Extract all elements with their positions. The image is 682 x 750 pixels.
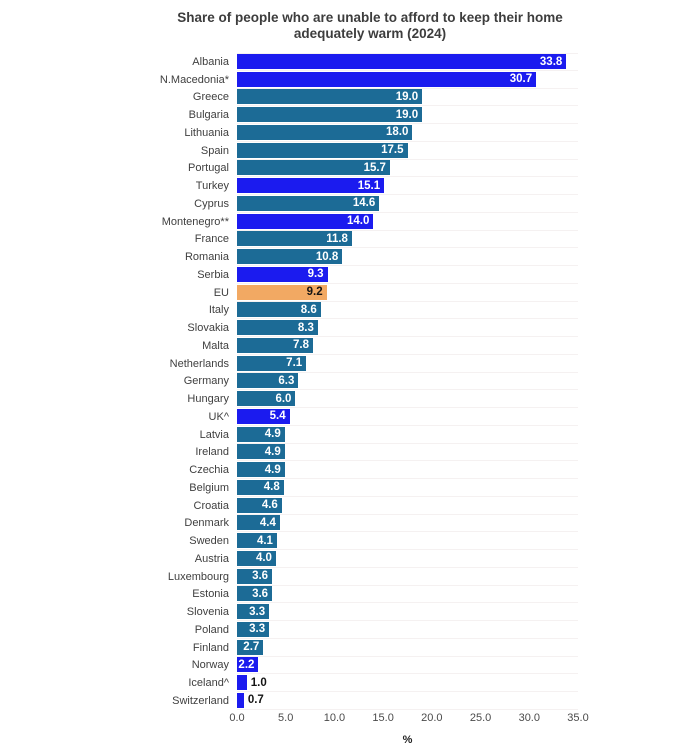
bar-value: 14.0: [347, 215, 370, 228]
plot-area: [237, 177, 578, 195]
country-label: Belgium: [189, 481, 229, 494]
bar: [237, 285, 327, 300]
bar-row: [0, 231, 578, 249]
bar: [237, 409, 290, 424]
bar-value: 18.0: [385, 126, 409, 139]
bar-value: 0.7: [247, 694, 264, 707]
country-label: UK^: [208, 410, 229, 423]
plot-area: [237, 657, 578, 675]
bar-row: [0, 497, 578, 515]
plot-area: [237, 319, 578, 337]
bar-value: 15.1: [357, 179, 381, 192]
bar-row: [0, 195, 578, 213]
x-axis-tick: 20.0: [421, 712, 443, 724]
bar-value: 4.0: [255, 552, 272, 565]
bar: [237, 338, 313, 353]
bar-row: [0, 177, 578, 195]
plot-area: [237, 89, 578, 107]
country-label: Switzerland: [172, 694, 229, 707]
plot-area: [237, 408, 578, 426]
bar-value: 2.7: [243, 641, 260, 654]
bar-row: [0, 586, 578, 604]
bar-row: [0, 124, 578, 142]
country-label: Austria: [194, 552, 229, 565]
bar-row: [0, 53, 578, 71]
bar-row: [0, 213, 578, 231]
country-label: Norway: [191, 659, 229, 672]
bar-row: [0, 550, 578, 568]
bar-row: [0, 515, 578, 533]
x-axis-tick: 30.0: [518, 712, 540, 724]
bar-value: 19.0: [395, 108, 419, 121]
bar: [237, 89, 422, 104]
bar-row: [0, 284, 578, 302]
plot-area: [237, 426, 578, 444]
bar-row: [0, 479, 578, 497]
bar: [237, 196, 379, 211]
country-label: Lithuania: [184, 126, 229, 139]
country-label: Sweden: [189, 535, 229, 548]
plot-area: [237, 568, 578, 586]
plot-area: [237, 302, 578, 320]
bar-value: 4.1: [256, 534, 273, 547]
plot-area: [237, 461, 578, 479]
plot-area: [237, 284, 578, 302]
bar: [237, 640, 263, 655]
plot-area: [237, 106, 578, 124]
bar-value: 8.6: [300, 303, 317, 316]
country-label: Turkey: [195, 180, 229, 193]
country-label: Slovenia: [186, 606, 229, 619]
bar-value: 7.8: [292, 339, 309, 352]
bar: [237, 267, 328, 282]
bar: [237, 54, 566, 69]
country-label: Albania: [192, 55, 229, 68]
plot-area: [237, 160, 578, 178]
country-label: Croatia: [193, 499, 229, 512]
country-label: Malta: [202, 339, 229, 352]
bar-row: [0, 106, 578, 124]
bar-value: 14.6: [352, 197, 376, 210]
bar-row: [0, 657, 578, 675]
plot-area: [237, 248, 578, 266]
bar-value: 3.3: [249, 605, 266, 618]
plot-area: [237, 373, 578, 391]
bar: [237, 480, 284, 495]
plot-area: [237, 639, 578, 657]
plot-area: [237, 231, 578, 249]
bar: [237, 586, 272, 601]
bar: [237, 551, 276, 566]
country-label: Slovakia: [187, 322, 229, 335]
bar-value: 19.0: [395, 90, 419, 103]
x-axis-tick: 25.0: [469, 712, 492, 724]
bar-value: 2.2: [238, 658, 255, 671]
plot-area: [237, 497, 578, 515]
bar-value: 4.4: [259, 516, 276, 529]
country-label: Serbia: [197, 268, 229, 281]
plot-area: [237, 266, 578, 284]
bar: [237, 391, 295, 406]
bar: [237, 622, 269, 637]
plot-area: [237, 515, 578, 533]
bar: [237, 231, 352, 246]
bar: [237, 72, 536, 87]
bar-row: [0, 532, 578, 550]
plot-area: [237, 532, 578, 550]
bar-row: [0, 89, 578, 107]
bar-row: [0, 337, 578, 355]
bar-row: [0, 390, 578, 408]
bar-value: 3.6: [252, 587, 269, 600]
country-label: Italy: [208, 304, 229, 317]
country-label: Bulgaria: [188, 109, 229, 122]
bar-value: 3.6: [252, 570, 269, 583]
bar-row: [0, 373, 578, 391]
bar-chart-rows: [0, 53, 578, 710]
plot-area: [237, 479, 578, 497]
country-label: Luxembourg: [167, 570, 229, 583]
bar-value: 4.9: [264, 445, 281, 458]
plot-area: [237, 142, 578, 160]
plot-area: [237, 213, 578, 231]
plot-area: [237, 390, 578, 408]
bar-value: 8.3: [297, 321, 314, 334]
x-axis: [229, 712, 589, 726]
country-label: Cyprus: [194, 197, 229, 210]
country-label: EU: [213, 286, 229, 299]
plot-area: [237, 621, 578, 639]
bar-row: [0, 71, 578, 89]
bar-value: 6.0: [275, 392, 292, 405]
country-label: Spain: [200, 144, 229, 157]
bar-row: [0, 160, 578, 178]
country-label: Netherlands: [169, 357, 229, 370]
bar-value: 4.9: [264, 463, 281, 476]
bar: [237, 143, 408, 158]
x-axis-tick: 10.0: [323, 712, 346, 724]
bar-value: 3.3: [249, 623, 266, 636]
country-label: Germany: [183, 375, 229, 388]
country-label: Finland: [192, 641, 229, 654]
bar-value: 4.9: [264, 428, 281, 441]
bar-row: [0, 639, 578, 657]
bar: [237, 657, 258, 672]
bar-value: 30.7: [509, 73, 533, 86]
bar-row: [0, 426, 578, 444]
bar-row: [0, 444, 578, 462]
country-label: Romania: [184, 251, 229, 264]
bar-value: 7.1: [286, 357, 303, 370]
country-label: Latvia: [199, 428, 229, 441]
bar-value: 11.8: [326, 232, 348, 245]
bar-row: [0, 355, 578, 373]
bar-value: 17.5: [381, 144, 404, 157]
chart-title: Share of people who are unable to afford to keep their home adequately warm (2024): [177, 10, 563, 42]
plot-area: [237, 195, 578, 213]
bar-value: 15.7: [363, 161, 386, 174]
bar-row: [0, 461, 578, 479]
bar-value: 1.0: [250, 676, 267, 689]
bar-value: 4.6: [261, 499, 278, 512]
country-label: Portugal: [188, 162, 229, 175]
bar: [237, 178, 384, 193]
bar-value: 9.2: [306, 286, 323, 299]
x-axis-label: %: [402, 734, 413, 746]
plot-area: [237, 71, 578, 89]
bar: [237, 356, 306, 371]
bar-value: 4.8: [263, 481, 280, 494]
country-label: Denmark: [184, 517, 229, 530]
plot-area: [237, 674, 578, 692]
bar: [237, 444, 285, 459]
plot-area: [237, 124, 578, 142]
x-axis-tick: 5.0: [278, 712, 294, 724]
plot-area: [237, 53, 578, 71]
bar: [237, 693, 244, 708]
bar: [237, 249, 342, 264]
x-axis-tick: 35.0: [567, 712, 589, 724]
bar: [237, 515, 280, 530]
bar: [237, 498, 282, 513]
country-label: Iceland^: [188, 677, 229, 690]
country-label: Czechia: [189, 464, 229, 477]
bar: [237, 604, 269, 619]
country-label: Estonia: [192, 588, 229, 601]
bar: [237, 373, 298, 388]
country-label: Ireland: [195, 446, 229, 459]
bar-row: [0, 266, 578, 284]
plot-area: [237, 337, 578, 355]
bar-row: [0, 692, 578, 710]
country-label: N.Macedonia*: [159, 73, 229, 86]
bar-row: [0, 248, 578, 266]
bar-value: 9.3: [307, 268, 324, 281]
bar-row: [0, 302, 578, 320]
country-label: Greece: [192, 91, 229, 104]
bar: [237, 302, 321, 317]
bar-value: 10.8: [315, 250, 339, 263]
bar: [237, 160, 390, 175]
x-axis-tick: 0.0: [229, 712, 245, 724]
bar: [237, 569, 272, 584]
bar-value: 6.3: [278, 374, 295, 387]
bar-row: [0, 408, 578, 426]
bar-row: [0, 319, 578, 337]
bar: [237, 214, 373, 229]
bar: [237, 107, 422, 122]
plot-area: [237, 355, 578, 373]
plot-area: [237, 550, 578, 568]
bar: [237, 125, 412, 140]
bar-value: 33.8: [539, 55, 563, 68]
bar-row: [0, 603, 578, 621]
country-label: Poland: [194, 623, 229, 636]
country-label: Montenegro**: [161, 215, 229, 228]
bar-row: [0, 621, 578, 639]
bar: [237, 462, 285, 477]
plot-area: [237, 586, 578, 604]
bar: [237, 533, 277, 548]
bar: [237, 675, 247, 690]
plot-area: [237, 444, 578, 462]
plot-area: [237, 603, 578, 621]
plot-area: [237, 692, 578, 710]
bar: [237, 320, 318, 335]
country-label: Hungary: [187, 393, 229, 406]
bar-value: 5.4: [269, 410, 286, 423]
bar-row: [0, 568, 578, 586]
x-axis-tick: 15.0: [372, 712, 394, 724]
bar-row: [0, 142, 578, 160]
country-label: France: [194, 233, 229, 246]
bar: [237, 427, 285, 442]
bar-row: [0, 674, 578, 692]
